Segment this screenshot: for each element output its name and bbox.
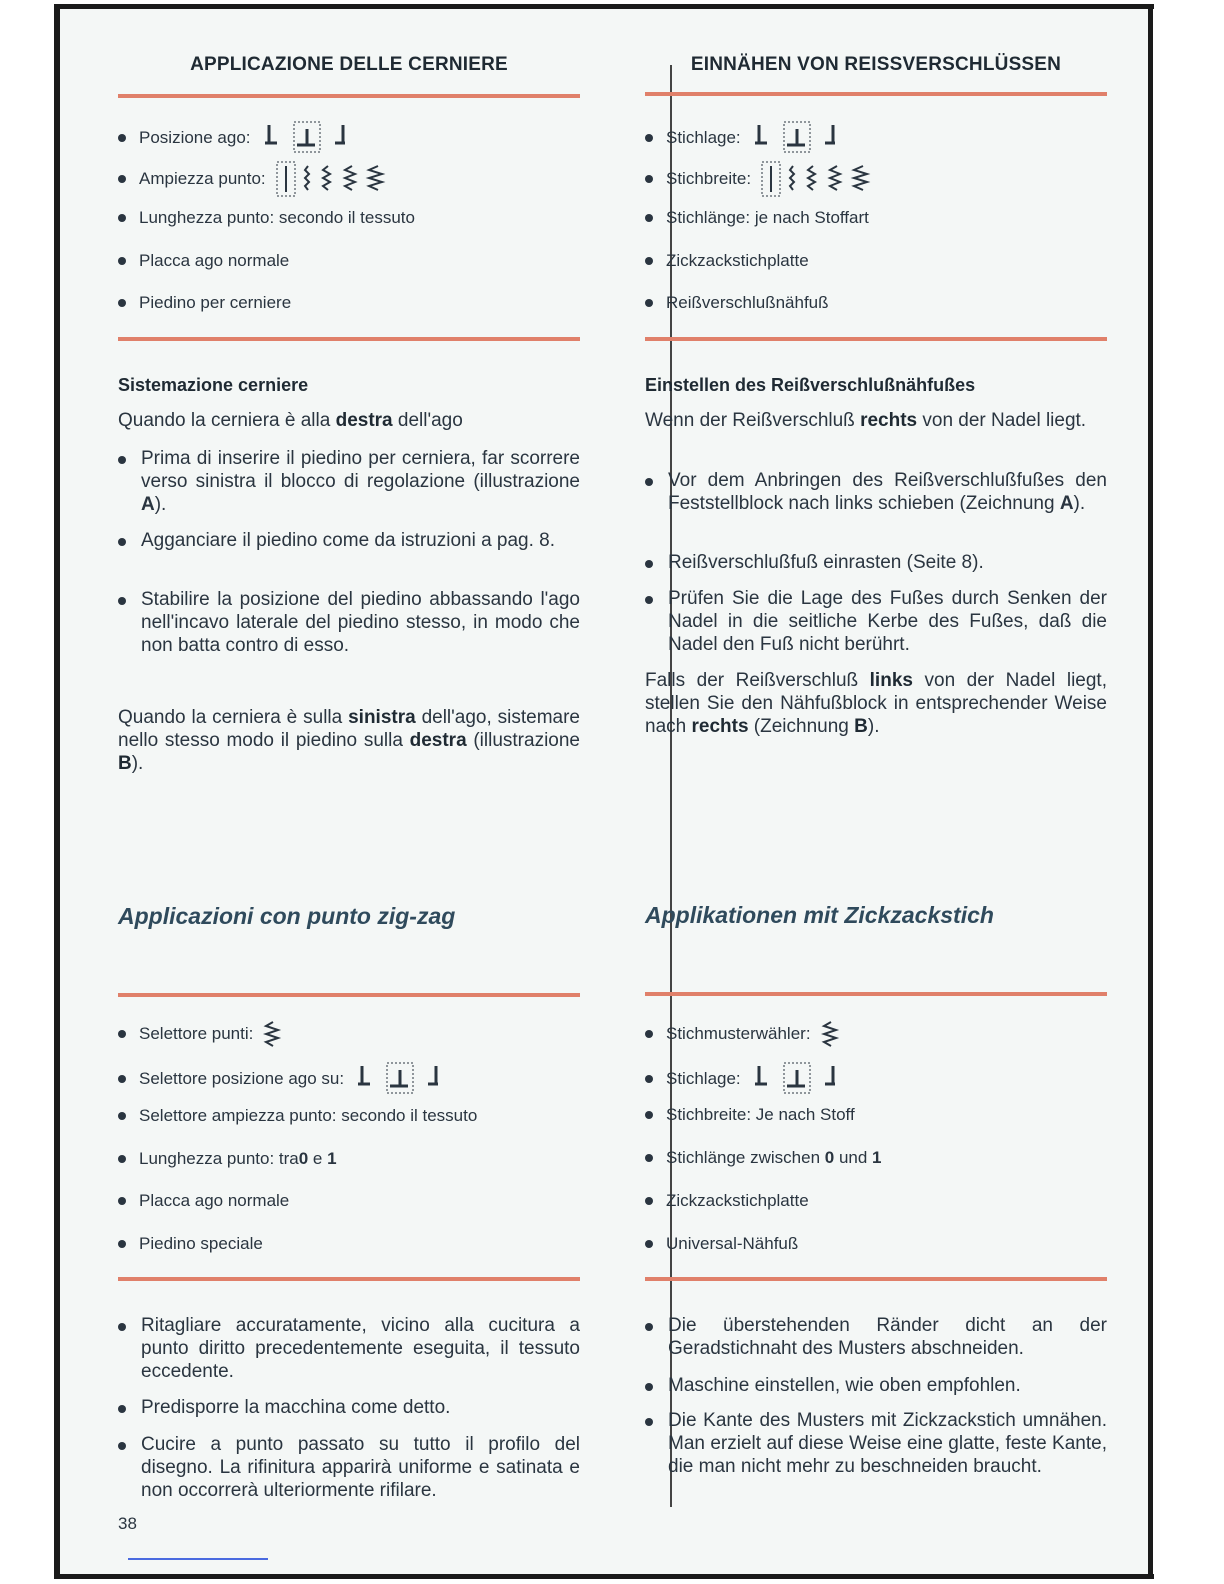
bullet [645,257,653,265]
applique-title: Applicazioni con punto zig-zag [118,903,456,929]
setting-needle-plate: Placca ago normale [118,1191,289,1211]
bullet [118,134,126,142]
setting-stitch-width: Ampiezza punto: [118,160,426,198]
zip-intro: Wenn der Reißverschluß rechts von der Nadel liegt. [645,410,1087,431]
section-rule [118,1277,580,1281]
bullet [645,1030,653,1038]
setting-needle-position: Selettore posizione ago su: [118,1062,444,1096]
applique-step-1: Ritagliare accuratamente, vicino alla cucitura a punto diritto precedentemente eseguita, il tessuto eccedente. [118,1314,580,1383]
section-rule [645,992,1107,996]
bullet [118,1112,126,1120]
setting-needle-position: Stichlage: [645,121,841,155]
setting-stitch-selector: Selettore punti: [118,1020,283,1048]
zip-outro: Quando la cerniera è sulla sinistra dell'ago, sistemare nello stesso modo il piedino sulla destra (illustrazione B). [118,707,580,774]
zip-section-title: EINNÄHEN VON REISSVERSCHLÜSSEN [690,54,1062,75]
setting-stitch-length: Stichlänge: je nach Stoffart [645,208,869,228]
section-rule [118,337,580,341]
stitch-width-icon [276,160,426,198]
setting-stitch-width: Stichbreite: Je nach Stoff [645,1105,855,1125]
setting-stitch-selector: Stichmusterwähler: [645,1020,841,1048]
bullet [118,257,126,265]
section-rule [645,92,1107,96]
zigzag-icon [821,1020,841,1048]
zip-step-2: Agganciare il piedino come da istruzioni a pag. 8. [118,529,580,552]
footer-line [128,1558,268,1560]
setting-needle-position: Posizione ago: [118,121,351,155]
setting-stitch-length: Lunghezza punto: tra 0 e 1 [118,1149,337,1169]
setting-presser-foot: Piedino per cerniere [118,293,291,313]
bullet [645,299,653,307]
bullet [118,299,126,307]
bullet [645,1075,653,1083]
setting-stitch-length: Stichlänge zwischen 0 und 1 [645,1148,882,1168]
setting-needle-plate: Zickzackstichplatte [645,251,809,271]
zip-intro: Quando la cerniera è alla destra dell'ago [118,410,463,431]
applique-step-2: Maschine einstellen, wie oben empfohlen. [645,1374,1107,1397]
setting-needle-plate: Placca ago normale [118,251,289,271]
zip-outro: Falls der Reißverschluß links von der Nadel liegt, stellen Sie den Nähfußblock in entsprechender Weise nach rechts (Zeichnung B). [645,670,1107,737]
section-rule [645,1277,1107,1281]
applique-step-3: Die Kante des Musters mit Zickzackstich umnähen. Man erzielt auf diese Weise eine glatte, feste Kante, die man nicht mehr zu beschneiden braucht. [645,1409,1107,1478]
bullet [118,1240,126,1248]
zip-step-3: Stabilire la posizione del piedino abbassando l'ago nell'incavo laterale del piedino stesso, in modo che non batta contro di esso. [118,588,580,657]
bullet [118,1030,126,1038]
zip-subtitle: Einstellen des Reißverschlußnähfußes [645,375,976,395]
scan-border-right [1148,4,1153,1579]
applique-step-2: Predisporre la macchina come detto. [118,1396,580,1419]
zip-step-1: Prima di inserire il piedino per cerniera, far scorrere verso sinistra il blocco di regolazione (illustrazione A). [118,447,580,516]
bullet [645,1154,653,1162]
bullet [645,1240,653,1248]
needle-position-icon [751,1062,841,1096]
applique-step-3: Cucire a punto passato su tutto il profilo del disegno. La rifinitura apparirà uniforme e satinata e non occorrerà ulteriormente rifilare. [118,1433,580,1502]
section-rule [645,337,1107,341]
page-number: 38 [118,1514,137,1533]
applique-title: Applikationen mit Zickzackstich [645,902,994,928]
bullet [118,175,126,183]
bullet [118,214,126,222]
bullet [645,1111,653,1119]
needle-position-icon [751,121,841,155]
needle-position-icon [261,121,351,155]
setting-presser-foot: Universal-Nähfuß [645,1234,798,1254]
bullet [118,1197,126,1205]
needle-position-icon [354,1062,444,1096]
zip-section-title: APPLICAZIONE DELLE CERNIERE [190,54,508,75]
bullet [118,1155,126,1163]
zip-step-3: Prüfen Sie die Lage des Fußes durch Senken der Nadel in die seitliche Kerbe des Fußes, daß die Nadel den Fuß nicht berührt. [645,587,1107,656]
section-rule [118,94,580,98]
setting-stitch-length: Lunghezza punto: secondo il tessuto [118,208,415,228]
bullet [118,1075,126,1083]
setting-stitch-width: Selettore ampiezza punto: secondo il tessuto [118,1106,477,1126]
setting-presser-foot: Piedino speciale [118,1234,263,1254]
section-rule [118,993,580,997]
zip-step-2: Reißverschlußfuß einrasten (Seite 8). [645,551,1107,574]
bullet [645,175,653,183]
bullet [645,1197,653,1205]
bullet [645,134,653,142]
setting-presser-foot: Reißverschlußnähfuß [645,293,829,313]
stitch-width-icon [761,160,911,198]
column-divider [670,65,672,1507]
zip-step-1: Vor dem Anbringen des Reißverschlußfußes den Feststellblock nach links schieben (Zeichnung A). [645,469,1107,515]
setting-stitch-width: Stichbreite: [645,160,911,198]
setting-needle-plate: Zickzackstichplatte [645,1191,809,1211]
applique-step-1: Die überstehenden Ränder dicht an der Geradstichnaht des Musters abschneiden. [645,1314,1107,1360]
setting-needle-position: Stichlage: [645,1062,841,1096]
zigzag-icon [263,1020,283,1048]
scan-border-bottom [54,1574,1154,1579]
bullet [645,214,653,222]
zip-subtitle: Sistemazione cerniere [118,375,309,395]
